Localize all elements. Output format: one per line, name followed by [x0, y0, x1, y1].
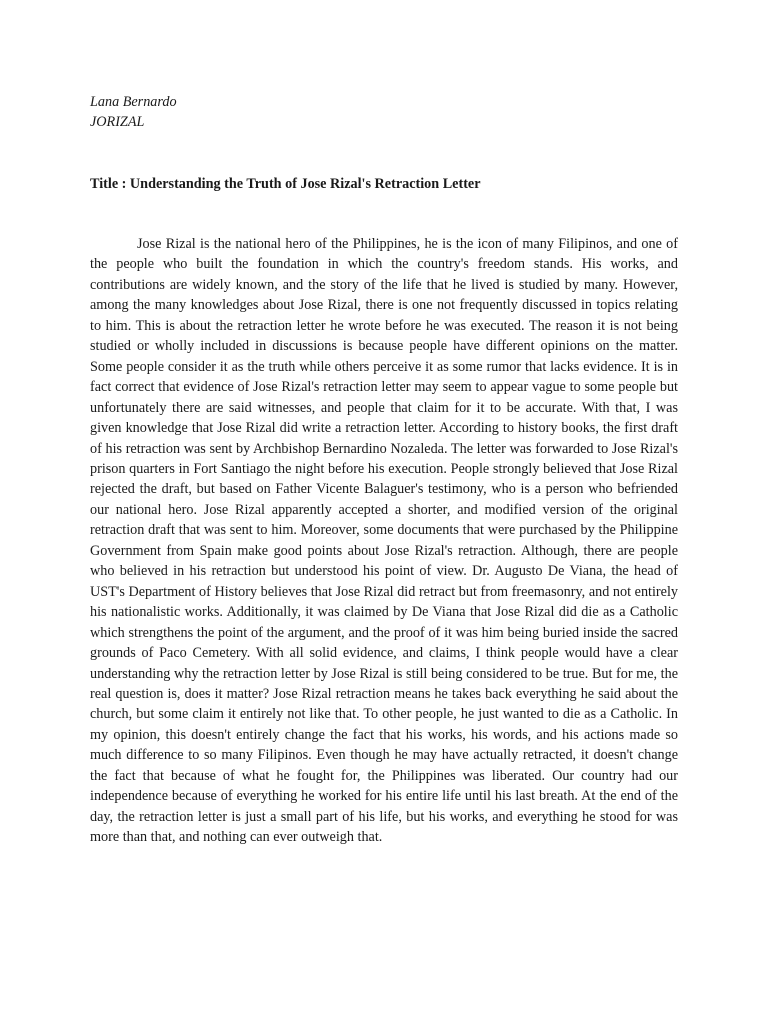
author-name: Lana Bernardo — [90, 94, 177, 110]
body-paragraph: Jose Rizal is the national hero of the Philippines, he is the icon of many Filipinos, and one of the people who built the foundation in which the country's freedom stands. His works, and contributions are widely known, and the story of the life that he lived is studied by many. However, among the many knowledges about Jose Rizal, there is one not frequently discussed in topics relating to him. This is about the retraction letter he wrote before he was executed. The reason it is not being studied or wholly included in discussions is because people have different opinions on the matter. Some people consider it as the truth while others perceive it as some rumor that lacks evidence. It is in fact correct that evidence of Jose Rizal's retraction letter may seem to appear vague to some people but unfortunately there are said witnesses, and people that claim for it to be accurate. With that, I was given knowledge that Jose Rizal did write a retraction letter. According to history books, the first draft of his retraction was sent by Archbishop Bernardino Nozaleda. The letter was forwarded to Jose Rizal's prison quarters in Fort Santiago the night before his execution. People strongly believed that Jose Rizal rejected the draft, but based on Father Vicente Balaguer's testimony, who is a person who befriended our national hero. Jose Rizal apparently accepted a shorter, and modified version of the original retraction draft that was sent to him. Moreover, some documents that were purchased by the Philippine Government from Spain make good points about Jose Rizal's retraction. Although, there are people who believed in his retraction but understood his point of view. Dr. Augusto De Viana, the head of UST's Department of History believes that Jose Rizal did retract but from freemasonry, and not entirely his nationalistic works. Additionally, it was claimed by De Viana that Jose Rizal did die as a Catholic which strengthens the point of the argument, and the proof of it was him being buried inside the sacred grounds of Paco Cemetery. With all solid evidence, and claims, I think people would have a clear understanding why the retraction letter by Jose Rizal is still being considered to be true. But for me, the real question is, does it matter? Jose Rizal retraction means he takes back everything he said about the church, but some claim it entirely not like that. To other people, he just wanted to die as a Catholic. In my opinion, this doesn't entirely change the fact that his works, his words, and his actions made so much difference to so many Filipinos. Even though he may have actually retracted, it doesn't change the fact that because of what he fought for, the Philippines was liberated. Our country had our independence because of everything he worked for his entire life until his last breath. At the end of the day, the retraction letter is just a small part of his life, but his works, and everything he stood for was more than that, and nothing can ever outweigh that. — [90, 236, 678, 846]
document-page — [90, 92, 678, 862]
course-code: JORIZAL — [90, 114, 145, 130]
document-title: Title : Understanding the Truth of Jose Rizal's Retraction Letter — [90, 176, 481, 192]
author-block — [90, 92, 678, 132]
